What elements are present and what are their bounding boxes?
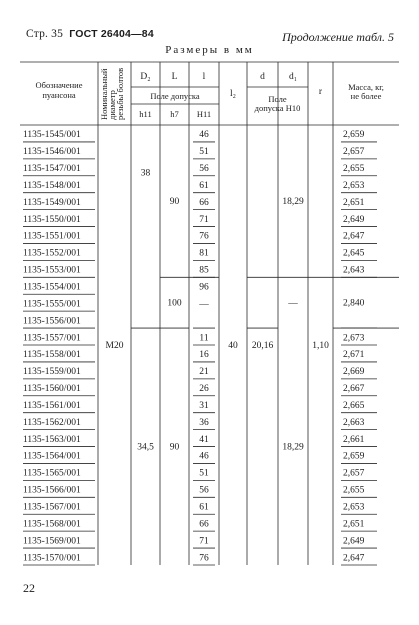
cell-mass: 2,663 [343, 417, 365, 428]
cell-l: 71 [199, 536, 209, 547]
cell-d2-bottom: 34,5 [137, 442, 154, 453]
cell-l: 46 [199, 451, 209, 462]
cell-designation: 1135-1556/001 [23, 316, 81, 327]
cell-designation: 1135-1560/001 [23, 384, 81, 395]
cell-designation: 1135-1566/001 [23, 485, 81, 496]
dimensions-caption: Размеры в мм [165, 44, 254, 56]
cell-mass: 2,659 [343, 451, 365, 462]
cell-designation: 1135-1554/001 [23, 282, 81, 293]
cell-designation: 1135-1551/001 [23, 231, 81, 242]
col-header-h7: h7 [170, 109, 179, 119]
cell-d1-top: 18,29 [282, 197, 304, 208]
cell-mass: 2,647 [343, 231, 365, 242]
cell-designation: 1135-1555/001 [23, 299, 81, 310]
cell-designation: 1135-1553/001 [23, 265, 81, 276]
cell-l: 56 [199, 485, 209, 496]
col-header-mass: не более [350, 91, 382, 101]
cell-designation: 1135-1558/001 [23, 350, 81, 361]
cell-mass: 2,649 [343, 214, 365, 225]
cell-designation: 1135-1547/001 [23, 164, 81, 175]
cell-l: 51 [199, 147, 209, 158]
cell-designation: 1135-1557/001 [23, 333, 81, 344]
cell-l: 61 [199, 502, 209, 513]
col-header-thread: резьбы болтов [115, 67, 125, 120]
cell-L-bottom: 90 [169, 442, 180, 453]
cell-l: 76 [199, 553, 209, 564]
cell-designation: 1135-1570/001 [23, 553, 81, 564]
cell-mass: 2,649 [343, 536, 365, 547]
cell-l2: 40 [228, 341, 238, 351]
cell-designation: 1135-1549/001 [23, 197, 81, 208]
cell-mass: 2,659 [343, 130, 365, 141]
cell-designation: 1135-1569/001 [23, 536, 81, 547]
cell-l: 96 [199, 282, 209, 293]
standard-number: ГОСТ 26404—84 [69, 28, 154, 40]
cell-designation: 1135-1546/001 [23, 147, 81, 158]
col-header-L: L [171, 72, 178, 82]
cell-designation: 1135-1545/001 [23, 130, 81, 141]
cell-r: 1,10 [312, 341, 329, 351]
cell-d2-top: 38 [140, 168, 151, 179]
col-header-l: l [202, 72, 206, 82]
col-header-r: r [318, 87, 323, 97]
cell-designation: 1135-1564/001 [23, 451, 81, 462]
cell-d1-bottom: 18,29 [282, 442, 304, 453]
page-label: Стр. 35 [26, 28, 64, 40]
cell-l: — [199, 299, 209, 310]
cell-designation: 1135-1568/001 [23, 519, 81, 530]
cell-L-mid: 100 [167, 298, 182, 309]
cell-l: 46 [199, 130, 209, 141]
table-continuation-label: Продолжение табл. 5 [282, 30, 394, 44]
cell-designation: 1135-1563/001 [23, 434, 81, 445]
cell-mass-mid: 2,840 [343, 298, 365, 309]
cell-mass: 2,653 [343, 180, 365, 191]
cell-l: 85 [199, 265, 209, 276]
cell-d1-mid: — [288, 298, 298, 309]
col-header-tolerance-h10: Поле [268, 94, 287, 104]
col-header-tolerance: Поле допуска [150, 91, 200, 101]
cell-designation: 1135-1559/001 [23, 367, 81, 378]
cell-l: 36 [199, 417, 209, 428]
col-header-d: d [260, 72, 265, 82]
cell-l: 71 [199, 214, 209, 225]
cell-mass: 2,667 [343, 384, 365, 395]
col-header-h11: h11 [139, 109, 152, 119]
cell-mass: 2,643 [343, 265, 365, 276]
cell-mass: 2,671 [343, 350, 365, 361]
cell-mass: 2,657 [343, 147, 365, 158]
cell-mass: 2,661 [343, 434, 365, 445]
cell-l: 16 [199, 350, 209, 361]
cell-L-top: 90 [169, 197, 180, 208]
col-header-tolerance-h10: допуска H10 [254, 103, 301, 113]
cell-l: 11 [199, 333, 209, 344]
col-header-H11: H11 [196, 109, 212, 119]
cell-l: 66 [199, 519, 209, 530]
cell-mass: 2,657 [343, 468, 365, 479]
cell-l: 66 [199, 197, 209, 208]
col-header-thread: Номинальный [99, 68, 109, 120]
col-header-mass: Масса, кг, [348, 82, 384, 92]
cell-designation: 1135-1562/001 [23, 417, 81, 428]
cell-l: 31 [199, 400, 209, 411]
col-header-designation: Обозначение [35, 80, 83, 90]
cell-mass: 2,655 [343, 485, 365, 496]
cell-mass: 2,665 [343, 400, 365, 411]
cell-l: 51 [199, 468, 209, 479]
cell-mass: 2,653 [343, 502, 365, 513]
cell-mass: 2,669 [343, 367, 365, 378]
cell-thread: M20 [105, 341, 124, 351]
col-header-d2: D₂ [140, 72, 151, 82]
cell-l: 81 [199, 248, 209, 259]
cell-l: 56 [199, 164, 209, 175]
cell-designation: 1135-1567/001 [23, 502, 81, 513]
cell-l: 21 [199, 367, 209, 378]
cell-designation: 1135-1550/001 [23, 214, 81, 225]
col-header-d1: d₁ [288, 72, 298, 82]
cell-mass: 2,655 [343, 164, 365, 175]
cell-l: 26 [199, 384, 209, 395]
cell-designation: 1135-1561/001 [23, 400, 81, 411]
cell-designation: 1135-1565/001 [23, 468, 81, 479]
col-header-thread: диаметр [107, 90, 117, 120]
cell-mass: 2,651 [343, 197, 365, 208]
cell-designation: 1135-1548/001 [23, 180, 81, 191]
cell-mass: 2,673 [343, 333, 365, 344]
col-header-designation: пуансона [42, 90, 76, 100]
cell-l: 61 [199, 180, 209, 191]
cell-l: 76 [199, 231, 209, 242]
page-number: 22 [23, 581, 35, 595]
cell-mass: 2,647 [343, 553, 365, 564]
cell-mass: 2,651 [343, 519, 365, 530]
col-header-l2: l₂ [230, 89, 236, 99]
cell-mass: 2,645 [343, 248, 365, 259]
cell-l: 41 [199, 434, 209, 445]
cell-designation: 1135-1552/001 [23, 248, 81, 259]
cell-d: 20,16 [251, 341, 274, 351]
